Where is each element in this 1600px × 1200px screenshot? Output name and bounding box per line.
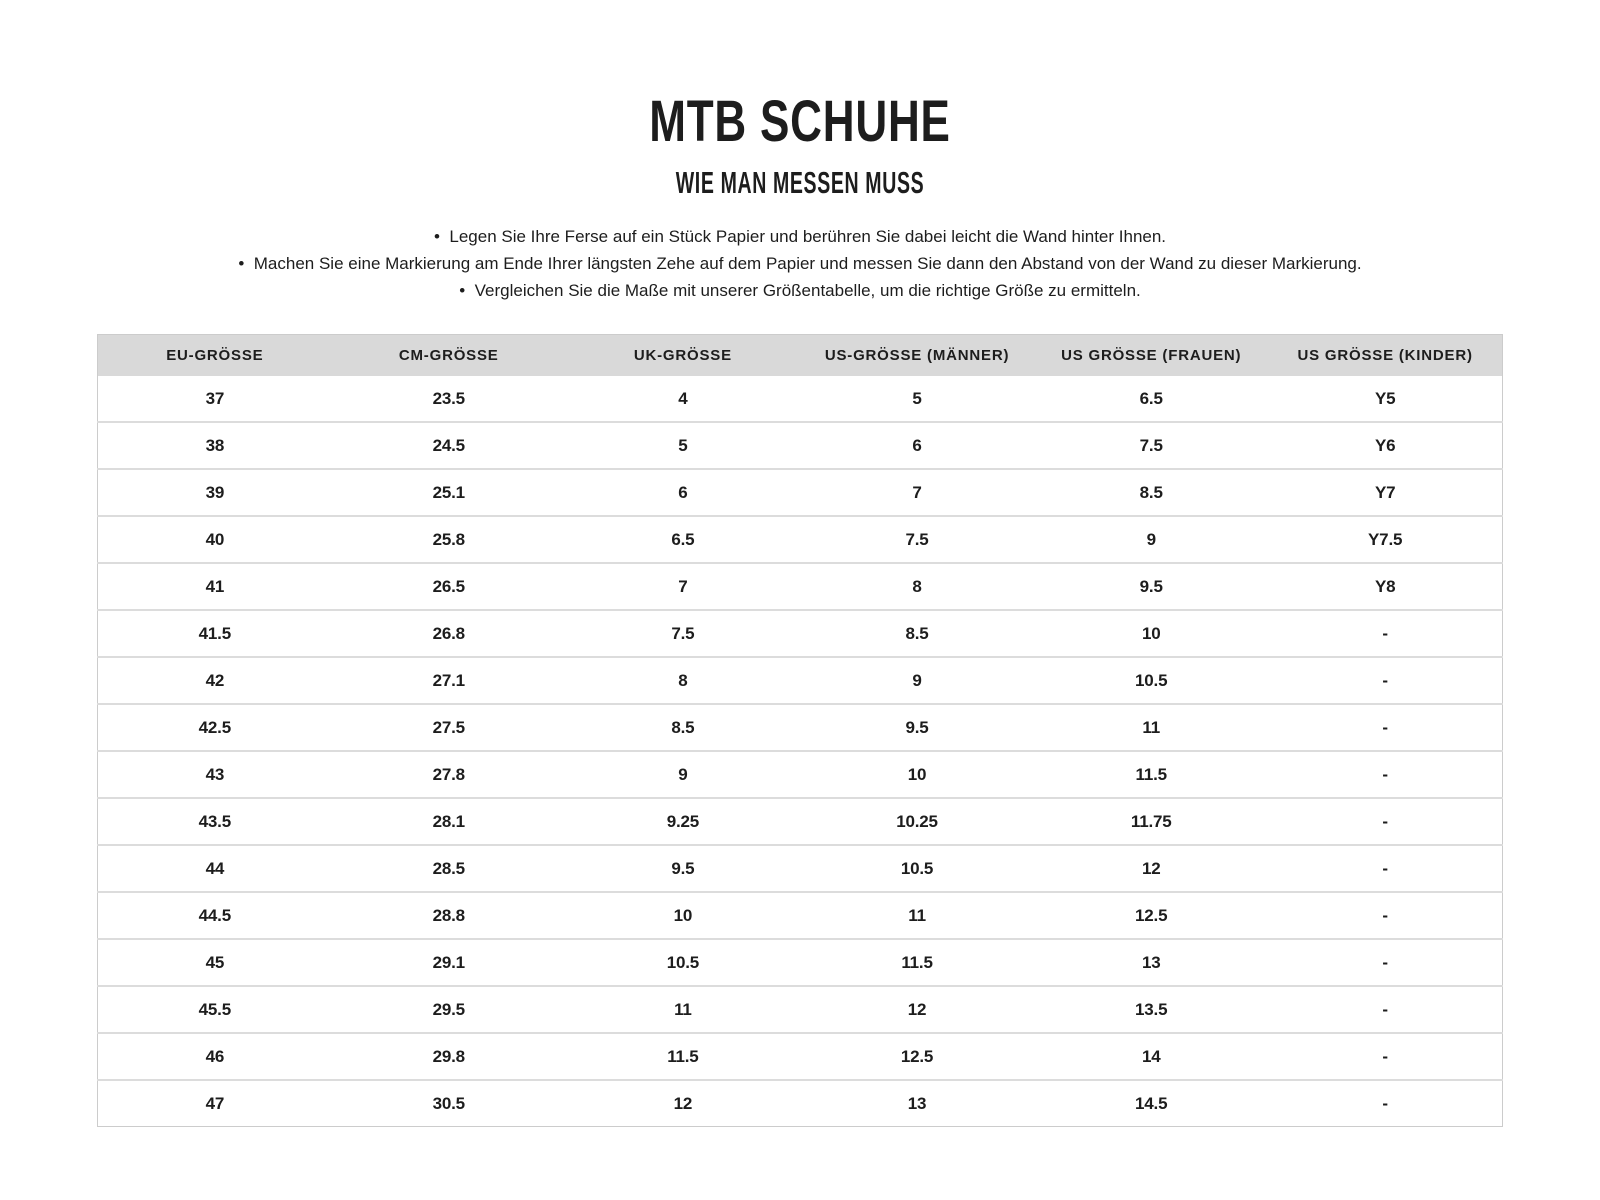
- size-cell: 12.5: [800, 1033, 1034, 1080]
- size-cell: 6.5: [566, 516, 800, 563]
- size-table-header: [98, 335, 1503, 377]
- size-cell: 10: [1034, 610, 1268, 657]
- size-cell: 10.5: [1034, 657, 1268, 704]
- size-cell: -: [1268, 1033, 1502, 1080]
- size-cell: 11.5: [1034, 751, 1268, 798]
- size-cell: 28.5: [332, 845, 566, 892]
- size-cell: 44: [98, 845, 332, 892]
- size-cell: 6.5: [1034, 376, 1268, 422]
- size-cell: 29.8: [332, 1033, 566, 1080]
- size-cell: 24.5: [332, 422, 566, 469]
- size-cell: -: [1268, 704, 1502, 751]
- size-cell: 12: [1034, 845, 1268, 892]
- size-cell: 43.5: [98, 798, 332, 845]
- table-row: [98, 1033, 1503, 1080]
- size-cell: -: [1268, 986, 1502, 1033]
- column-header: CM-GRÖSSE: [332, 335, 566, 377]
- size-cell: 10: [566, 892, 800, 939]
- size-cell: 27.5: [332, 704, 566, 751]
- table-row: [98, 986, 1503, 1033]
- size-cell: 46: [98, 1033, 332, 1080]
- column-header: US-GRÖSSE (MÄNNER): [800, 335, 1034, 377]
- size-cell: 8.5: [1034, 469, 1268, 516]
- size-table-body: [98, 376, 1503, 1127]
- size-cell: 30.5: [332, 1080, 566, 1127]
- size-cell: 23.5: [332, 376, 566, 422]
- table-row: [98, 751, 1503, 798]
- size-cell: 6: [566, 469, 800, 516]
- size-cell: 41.5: [98, 610, 332, 657]
- size-cell: Y6: [1268, 422, 1502, 469]
- size-cell: 42.5: [98, 704, 332, 751]
- size-cell: 9.5: [1034, 563, 1268, 610]
- size-cell: 10: [800, 751, 1034, 798]
- table-row: [98, 376, 1503, 422]
- size-cell: 11.5: [566, 1033, 800, 1080]
- size-cell: -: [1268, 798, 1502, 845]
- size-cell: 41: [98, 563, 332, 610]
- size-cell: 38: [98, 422, 332, 469]
- size-cell: 26.8: [332, 610, 566, 657]
- column-header: UK-GRÖSSE: [566, 335, 800, 377]
- size-cell: 43: [98, 751, 332, 798]
- size-cell: 8.5: [800, 610, 1034, 657]
- table-row: [98, 610, 1503, 657]
- size-cell: 29.5: [332, 986, 566, 1033]
- size-cell: 45.5: [98, 986, 332, 1033]
- table-row: [98, 845, 1503, 892]
- size-cell: 44.5: [98, 892, 332, 939]
- column-header: US GRÖSSE (KINDER): [1268, 335, 1502, 377]
- table-row: [98, 892, 1503, 939]
- table-row: [98, 657, 1503, 704]
- size-cell: 10.5: [800, 845, 1034, 892]
- size-cell: -: [1268, 751, 1502, 798]
- size-cell: -: [1268, 1080, 1502, 1127]
- table-row: [98, 422, 1503, 469]
- size-cell: 12: [800, 986, 1034, 1033]
- table-row: [98, 516, 1503, 563]
- size-cell: 39: [98, 469, 332, 516]
- size-cell: 10.5: [566, 939, 800, 986]
- size-cell: 10.25: [800, 798, 1034, 845]
- size-cell: Y5: [1268, 376, 1502, 422]
- size-cell: 7.5: [1034, 422, 1268, 469]
- size-cell: 28.8: [332, 892, 566, 939]
- size-cell: Y7: [1268, 469, 1502, 516]
- size-cell: 9: [566, 751, 800, 798]
- size-cell: 8: [566, 657, 800, 704]
- size-conversion-table: [97, 334, 1503, 1127]
- size-cell: -: [1268, 657, 1502, 704]
- size-cell: 37: [98, 376, 332, 422]
- size-cell: 13.5: [1034, 986, 1268, 1033]
- size-cell: 6: [800, 422, 1034, 469]
- size-cell: -: [1268, 610, 1502, 657]
- size-cell: 12.5: [1034, 892, 1268, 939]
- size-cell: 26.5: [332, 563, 566, 610]
- table-row: [98, 469, 1503, 516]
- size-cell: 8: [800, 563, 1034, 610]
- size-cell: 7: [800, 469, 1034, 516]
- size-cell: 47: [98, 1080, 332, 1127]
- instruction-item: • Vergleichen Sie die Maße mit unserer Größentabelle, um die richtige Größe zu ermitteln.: [0, 277, 1600, 304]
- size-cell: -: [1268, 892, 1502, 939]
- instruction-item: • Legen Sie Ihre Ferse auf ein Stück Papier und berühren Sie dabei leicht die Wand hinter Ihnen.: [0, 223, 1600, 250]
- size-cell: 8.5: [566, 704, 800, 751]
- size-cell: 7: [566, 563, 800, 610]
- size-cell: Y7.5: [1268, 516, 1502, 563]
- size-cell: 5: [566, 422, 800, 469]
- size-cell: 9.5: [800, 704, 1034, 751]
- size-cell: 9.5: [566, 845, 800, 892]
- measuring-instructions: [0, 223, 1600, 304]
- table-row: [98, 563, 1503, 610]
- size-cell: Y8: [1268, 563, 1502, 610]
- size-cell: 11.5: [800, 939, 1034, 986]
- size-cell: 9: [1034, 516, 1268, 563]
- size-cell: 29.1: [332, 939, 566, 986]
- size-cell: 40: [98, 516, 332, 563]
- size-cell: 45: [98, 939, 332, 986]
- size-cell: 11: [800, 892, 1034, 939]
- table-row: [98, 1080, 1503, 1127]
- table-row: [98, 798, 1503, 845]
- column-header: EU-GRÖSSE: [98, 335, 332, 377]
- size-cell: 11.75: [1034, 798, 1268, 845]
- size-cell: -: [1268, 939, 1502, 986]
- size-cell: 27.1: [332, 657, 566, 704]
- page-title: MTB SCHUHE: [649, 89, 951, 154]
- size-cell: 5: [800, 376, 1034, 422]
- size-cell: 25.1: [332, 469, 566, 516]
- size-cell: 9: [800, 657, 1034, 704]
- size-cell: 28.1: [332, 798, 566, 845]
- size-cell: 7.5: [800, 516, 1034, 563]
- column-header: US GRÖSSE (FRAUEN): [1034, 335, 1268, 377]
- page-subtitle: WIE MAN MESSEN MUSS: [675, 165, 925, 200]
- size-cell: 4: [566, 376, 800, 422]
- table-row: [98, 704, 1503, 751]
- size-cell: 11: [566, 986, 800, 1033]
- size-cell: -: [1268, 845, 1502, 892]
- size-cell: 14: [1034, 1033, 1268, 1080]
- size-cell: 14.5: [1034, 1080, 1268, 1127]
- instruction-item: • Machen Sie eine Markierung am Ende Ihrer längsten Zehe auf dem Papier und messen Sie dann den Abstand von der Wand zu dieser Markierung.: [0, 250, 1600, 277]
- size-cell: 7.5: [566, 610, 800, 657]
- size-cell: 25.8: [332, 516, 566, 563]
- size-cell: 11: [1034, 704, 1268, 751]
- table-row: [98, 939, 1503, 986]
- size-cell: 13: [1034, 939, 1268, 986]
- size-cell: 12: [566, 1080, 800, 1127]
- header-row: [98, 335, 1503, 377]
- size-cell: 42: [98, 657, 332, 704]
- size-cell: 27.8: [332, 751, 566, 798]
- size-cell: 9.25: [566, 798, 800, 845]
- size-cell: 13: [800, 1080, 1034, 1127]
